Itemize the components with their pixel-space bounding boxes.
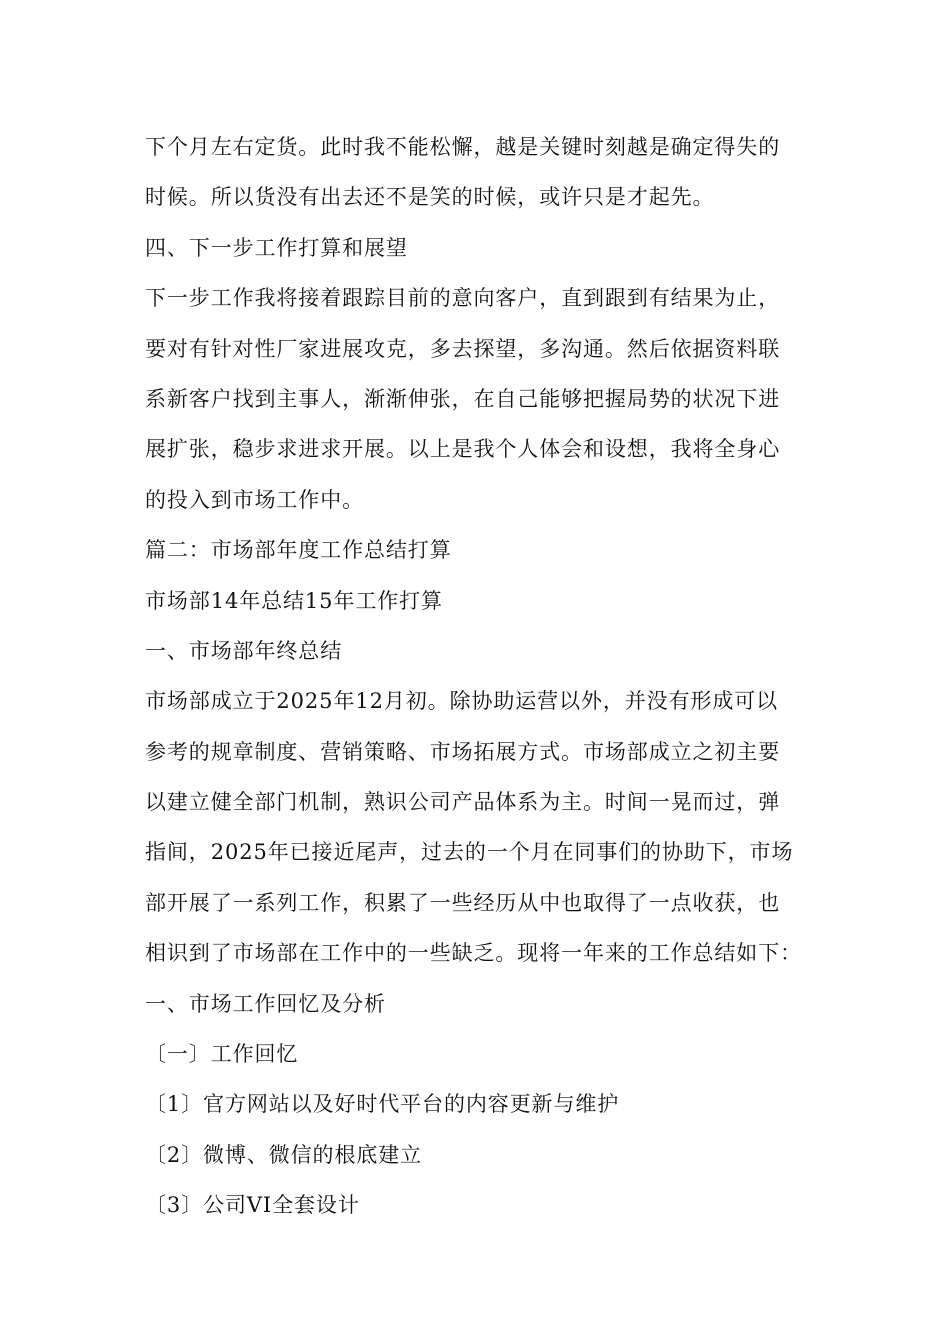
text-line: 市场部14年总结15年工作打算: [145, 588, 443, 613]
text-line: 市场部成立于2025年12月初。除协助运营以外，并没有形成可以: [145, 689, 779, 714]
list-item-website: [145, 1087, 815, 1122]
document-body: [145, 130, 815, 1223]
text-line: 〔1〕官方网站以及好时代平台的内容更新与维护: [145, 1092, 620, 1117]
text-line: 系新客户找到主事人，渐渐伸张，在自己能够把握局势的状况下进: [145, 386, 781, 411]
text-line: 部开展了一系列工作，积累了一些经历从中也取得了一点收获，也: [145, 890, 781, 915]
text-line: 时候。所以货没有出去还不是笑的时候，或许只是才起先。: [145, 185, 715, 210]
text-line: 下个月左右定货。此时我不能松懈，越是关键时刻越是确定得失的: [145, 135, 781, 159]
text-line: 相识到了市场部在工作中的一些缺乏。现将一年来的工作总结如下：: [145, 941, 802, 966]
heading-work-review: [145, 1037, 815, 1072]
text-line: 一、市场工作回忆及分析: [145, 991, 386, 1016]
heading-market-review: [145, 987, 815, 1022]
text-line: 一、市场部年终总结: [145, 638, 343, 663]
heading-next-step-plan: [145, 231, 815, 266]
list-item-vi-design: [145, 1188, 815, 1223]
list-item-weibo-wechat: [145, 1138, 815, 1173]
text-line: 指间，2025年已接近尾声，过去的一个月在同事们的协助下，市场: [145, 840, 794, 865]
heading-year-end-summary: [145, 634, 815, 669]
text-line: 参考的规章制度、营销策略、市场拓展方式。市场部成立之初主要: [145, 739, 781, 764]
paragraph-department-founding: [145, 684, 815, 971]
text-line: 〔2〕微博、微信的根底建立: [145, 1142, 423, 1167]
heading-summary-plan: [145, 584, 815, 619]
text-line: 下一步工作我将接着跟踪目前的意向客户，直到跟到有结果为止，: [145, 286, 781, 311]
text-line: 〔一〕工作回忆: [145, 1042, 299, 1067]
text-line: 展扩张，稳步求进求开展。以上是我个人体会和设想，我将全身心: [145, 437, 781, 462]
text-line: 以建立健全部门机制，熟识公司产品体系为主。时间一晃而过，弹: [145, 790, 781, 815]
text-line: 的投入到市场工作中。: [145, 487, 364, 512]
text-line: 〔3〕公司VI全套设计: [145, 1193, 360, 1218]
text-line: 要对有针对性厂家进展攻克，多去探望，多沟通。然后依据资料联: [145, 336, 781, 361]
text-line: 四、下一步工作打算和展望: [145, 235, 408, 260]
paragraph-dingguo: [145, 130, 815, 215]
heading-article-two: [145, 533, 815, 568]
text-line: 篇二：市场部年度工作总结打算: [145, 538, 452, 563]
paragraph-next-step: [145, 281, 815, 517]
